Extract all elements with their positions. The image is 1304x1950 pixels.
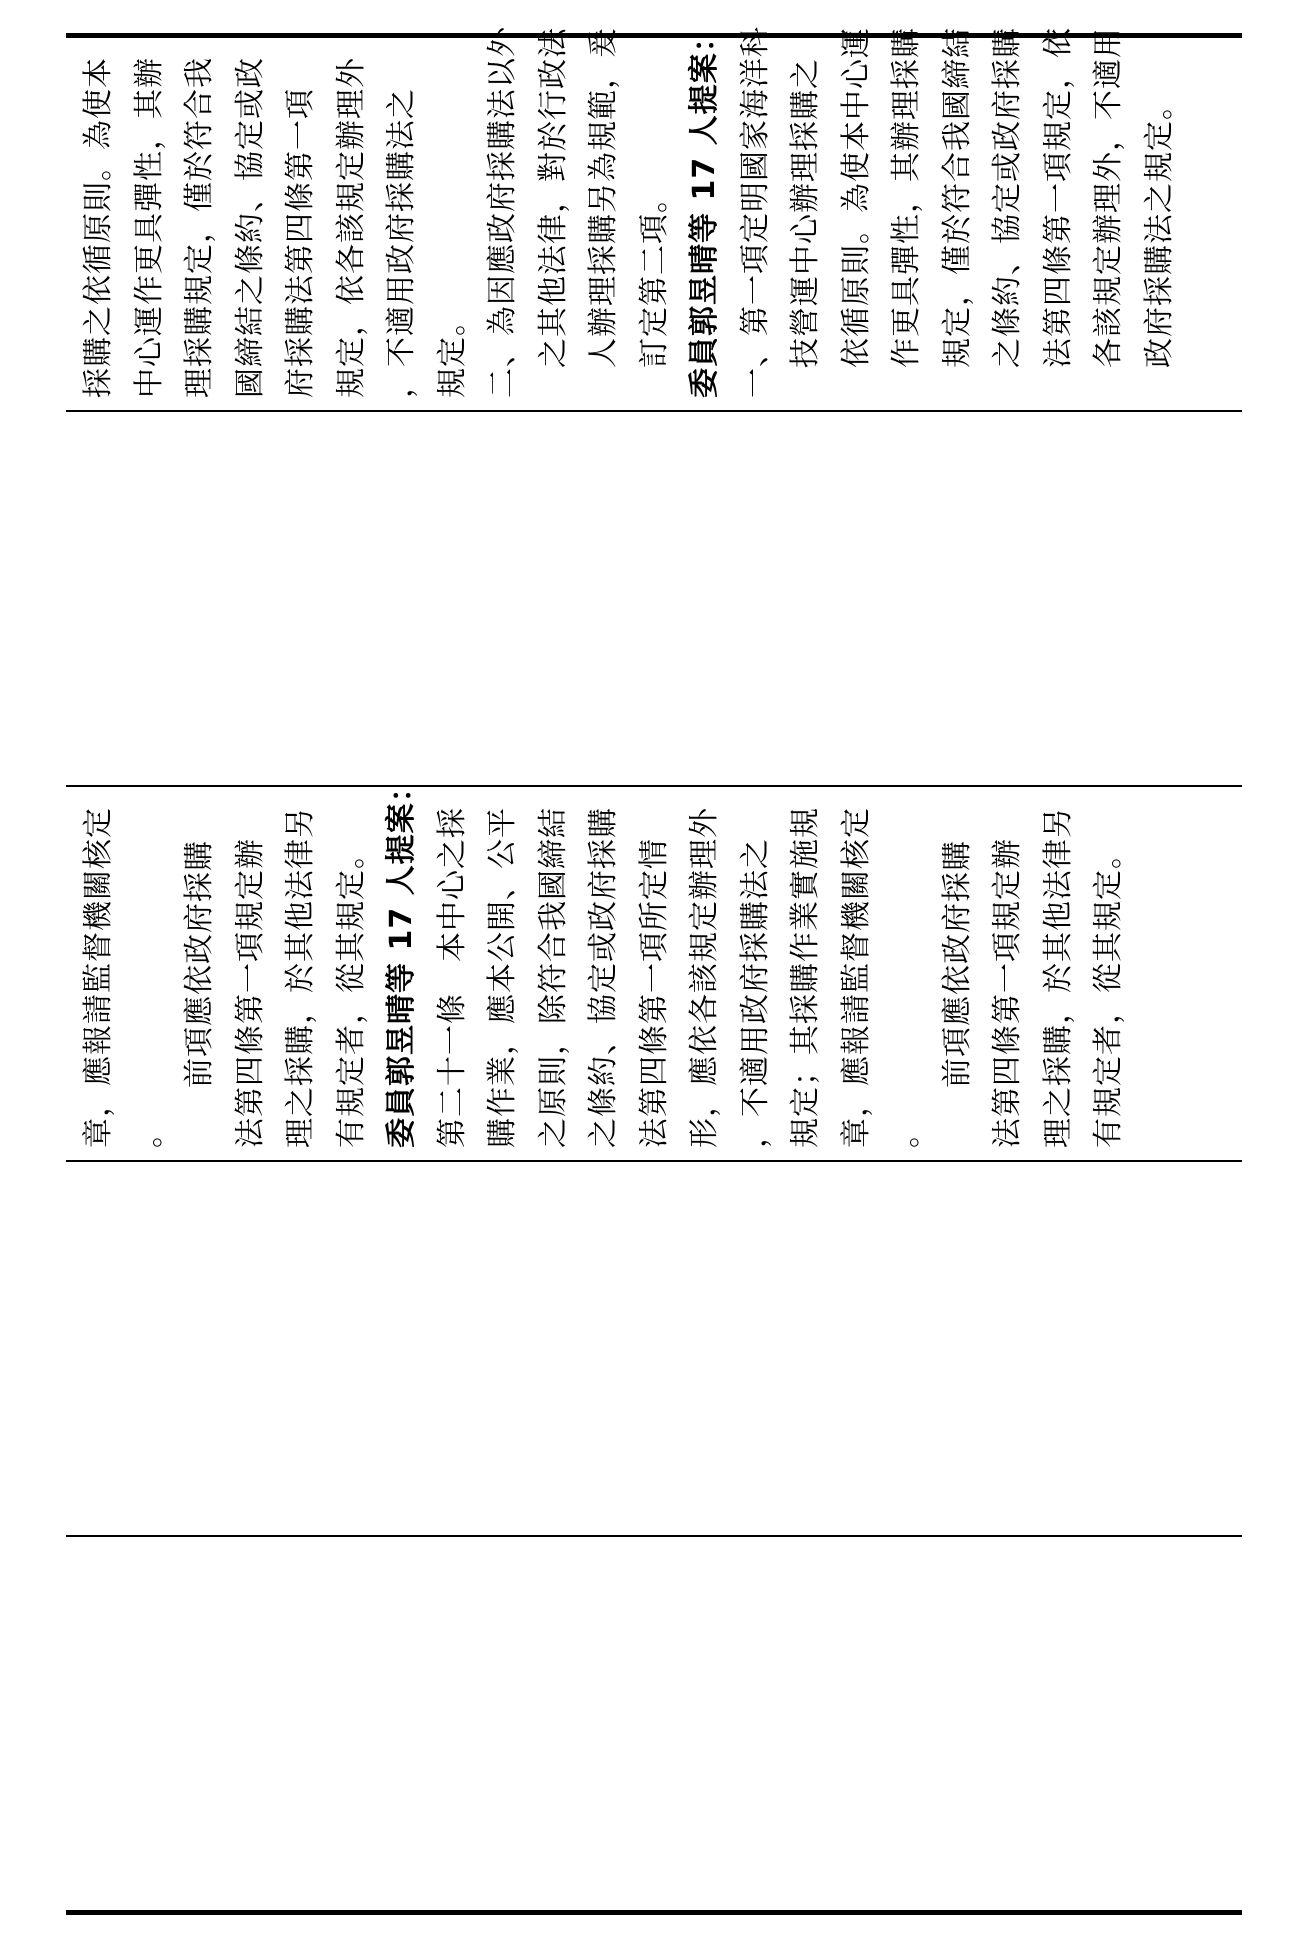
text-line: 第二十一條 本中心之採	[434, 807, 470, 1148]
text-line: 。	[131, 1117, 167, 1148]
text-line: 府採購法第四條第一項	[283, 88, 318, 398]
text-line: 法第四條第一項所定情	[636, 838, 672, 1148]
text-line: 一、第一項定明國家海洋科	[737, 26, 773, 398]
text-line: 章，應報請監督機關核定	[838, 807, 874, 1148]
row-divider-2	[66, 785, 1242, 787]
text-line: 國締結之條約、協定或政	[232, 57, 268, 398]
text-line: 政府採購法之規定。	[1141, 89, 1177, 368]
text-line: 購作業，應本公開、公平	[485, 807, 520, 1148]
text-line: 章，應報請監督機關核定	[81, 807, 116, 1148]
proposer-heading: 委員郭昱晴等 17 人提案：	[687, 21, 722, 398]
text-line: 法第四條第一項規定辦	[232, 838, 268, 1148]
text-line: 各該規定辦理外，不適用	[1091, 27, 1126, 368]
text-line: 理之採購，於其他法律另	[1040, 807, 1076, 1148]
text-line: 採購之依循原則。為使本	[81, 57, 116, 398]
text-line: 形，應依各該規定辦理外	[687, 807, 722, 1148]
text-line: 規定，僅於符合我國締結	[939, 27, 975, 368]
text-line: 作更具彈性，其辦理採購	[889, 27, 924, 368]
bottom-rule	[66, 1910, 1242, 1915]
text-line: 規定。	[434, 305, 470, 398]
text-line: 前項應依政府採購	[182, 840, 217, 1088]
text-line: 之條約、協定或政府採購	[990, 27, 1025, 368]
text-line: 規定；其採購作業實施規	[788, 807, 823, 1148]
text-line: 二、為因應政府採購法以外	[485, 26, 520, 398]
text-line: 之條約、協定或政府採購	[586, 807, 621, 1148]
text-line: 之原則，除符合我國締結	[535, 807, 571, 1148]
text-line: 依循原則。為使本中心運	[838, 27, 874, 368]
text-line: 技營運中心辦理採購之	[788, 58, 823, 368]
row-divider-1	[66, 410, 1242, 412]
text-line: 。	[889, 1117, 924, 1148]
text-line: ，不適用政府採購法之	[737, 838, 773, 1148]
text-line: 有規定者，從其規定。	[333, 838, 369, 1148]
text-line: 理之採購，於其他法律另	[283, 807, 318, 1148]
text-line: 人辦理採購另為規範，爰	[586, 27, 621, 368]
proposer-heading: 委員郭昱晴等 17 人提案：	[384, 771, 419, 1148]
text-line: 法第四條第一項規定辦	[990, 838, 1025, 1148]
row-divider-3	[66, 1160, 1242, 1162]
text-line: 理採購規定，僅於符合我	[182, 57, 217, 398]
text-line: 前項應依政府採購	[939, 840, 975, 1088]
text-line: ，不適用政府採購法之	[384, 88, 419, 398]
text-line: 訂定第二項。	[636, 182, 672, 368]
text-line: 規定，依各該規定辦理外	[333, 57, 369, 398]
text-line: 有規定者，從其規定。	[1091, 838, 1126, 1148]
row-divider-4	[66, 1535, 1242, 1537]
text-line: 中心運作更具彈性，其辦	[131, 57, 167, 398]
text-line: 之其他法律，對於行政法	[535, 27, 571, 368]
text-line: 法第四條第一項規定，依	[1040, 27, 1076, 368]
